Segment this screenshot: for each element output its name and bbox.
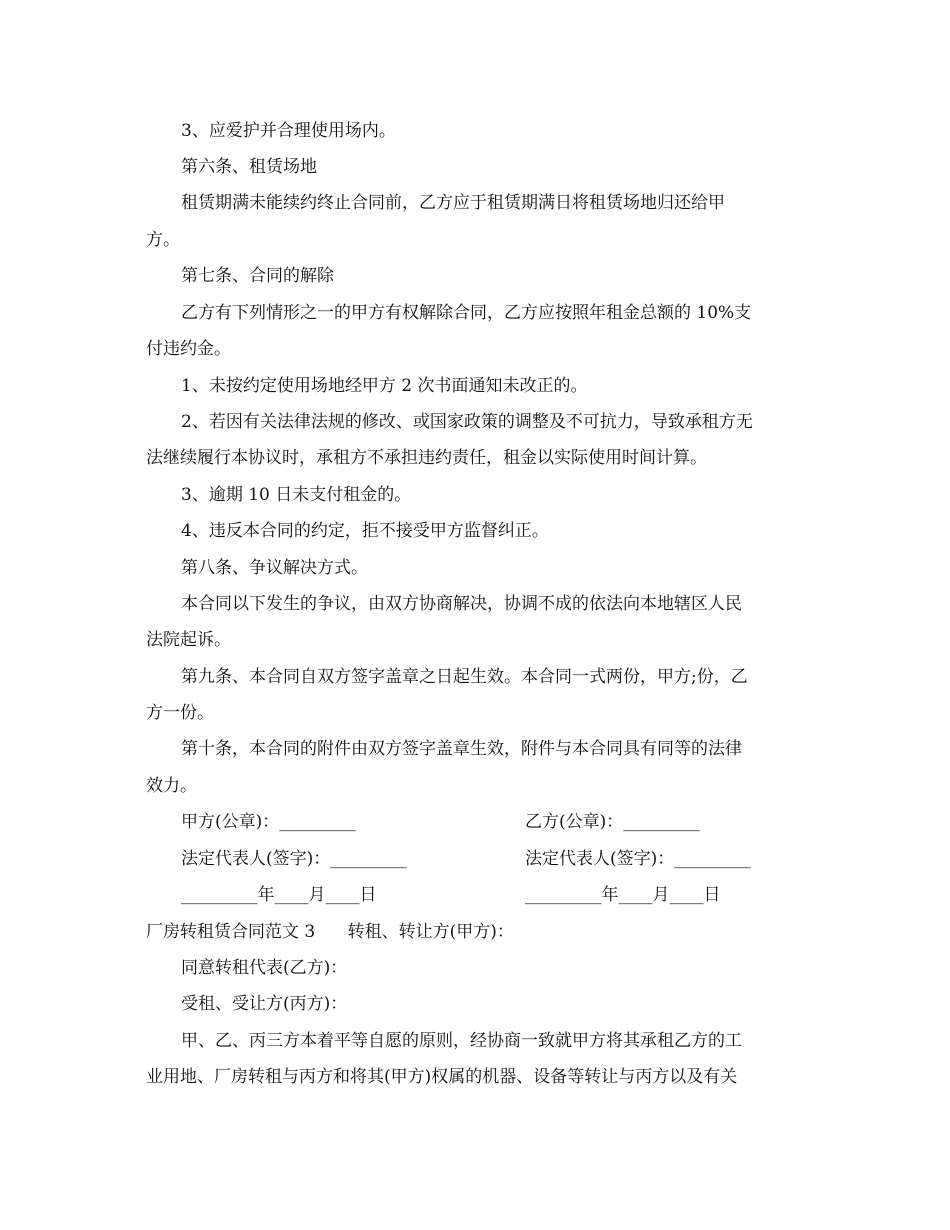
- party-a-representative-line: 法定代表人(签字)：_________: [181, 849, 407, 869]
- party-line: 受租、受让方(丙方)：: [181, 994, 348, 1014]
- paragraph: 甲、乙、丙三方本着平等自愿的原则，经协商一致就甲方将其承租乙方的工: [181, 1031, 742, 1051]
- paragraph-continuation: 方一份。: [146, 703, 214, 723]
- paragraph: 本合同以下发生的争议，由双方协商解决，协调不成的依法向本地辖区人民: [181, 594, 742, 614]
- paragraph: 4、违反本合同的约定，拒不接受甲方监督纠正。: [181, 521, 549, 541]
- paragraph-continuation: 法院起诉。: [146, 630, 231, 650]
- paragraph-continuation: 法继续履行本协议时，承租方不承担违约责任，租金以实际使用时间计算。: [146, 448, 707, 468]
- paragraph: 乙方有下列情形之一的甲方有权解除合同，乙方应按照年租金总额的 10%支: [181, 303, 752, 323]
- party-b-seal-line: 乙方(公章)：_________: [525, 812, 700, 832]
- section-heading: 第八条、争议解决方式。: [181, 558, 368, 578]
- paragraph: 2、若因有关法律法规的修改、或国家政策的调整及不可抗力，导致承租方无: [181, 412, 753, 432]
- paragraph-continuation: 方。: [146, 230, 180, 250]
- section-heading: 第七条、合同的解除: [181, 266, 334, 286]
- party-a-date-line: _________年____月____日: [181, 885, 377, 905]
- party-b-date-line: _________年____月____日: [525, 885, 721, 905]
- section-title: 厂房转租赁合同范文 3 转租、转让方(甲方)：: [146, 922, 514, 942]
- paragraph-continuation: 业用地、厂房转租与丙方和将其(甲方)权属的机器、设备等转让与丙方以及有关: [146, 1067, 738, 1087]
- party-a-seal-line: 甲方(公章)：_________: [181, 812, 356, 832]
- paragraph-continuation: 付违约金。: [146, 339, 231, 359]
- paragraph: 第十条，本合同的附件由双方签字盖章生效，附件与本合同具有同等的法律: [181, 739, 742, 759]
- paragraph: 第九条、本合同自双方签字盖章之日起生效。本合同一式两份，甲方;份，乙: [181, 667, 748, 687]
- paragraph-continuation: 效力。: [146, 776, 197, 796]
- paragraph: 3、逾期 10 日未支付租金的。: [181, 485, 412, 505]
- paragraph: 3、应爱护并合理使用场内。: [181, 121, 396, 141]
- paragraph: 1、未按约定使用场地经甲方 2 次书面通知未改正的。: [181, 376, 588, 396]
- section-heading: 第六条、租赁场地: [181, 157, 317, 177]
- party-b-representative-line: 法定代表人(签字)：_________: [525, 849, 751, 869]
- party-line: 同意转租代表(乙方)：: [181, 958, 348, 978]
- paragraph: 租赁期满未能续约终止合同前，乙方应于租赁期满日将租赁场地归还给甲: [181, 193, 725, 213]
